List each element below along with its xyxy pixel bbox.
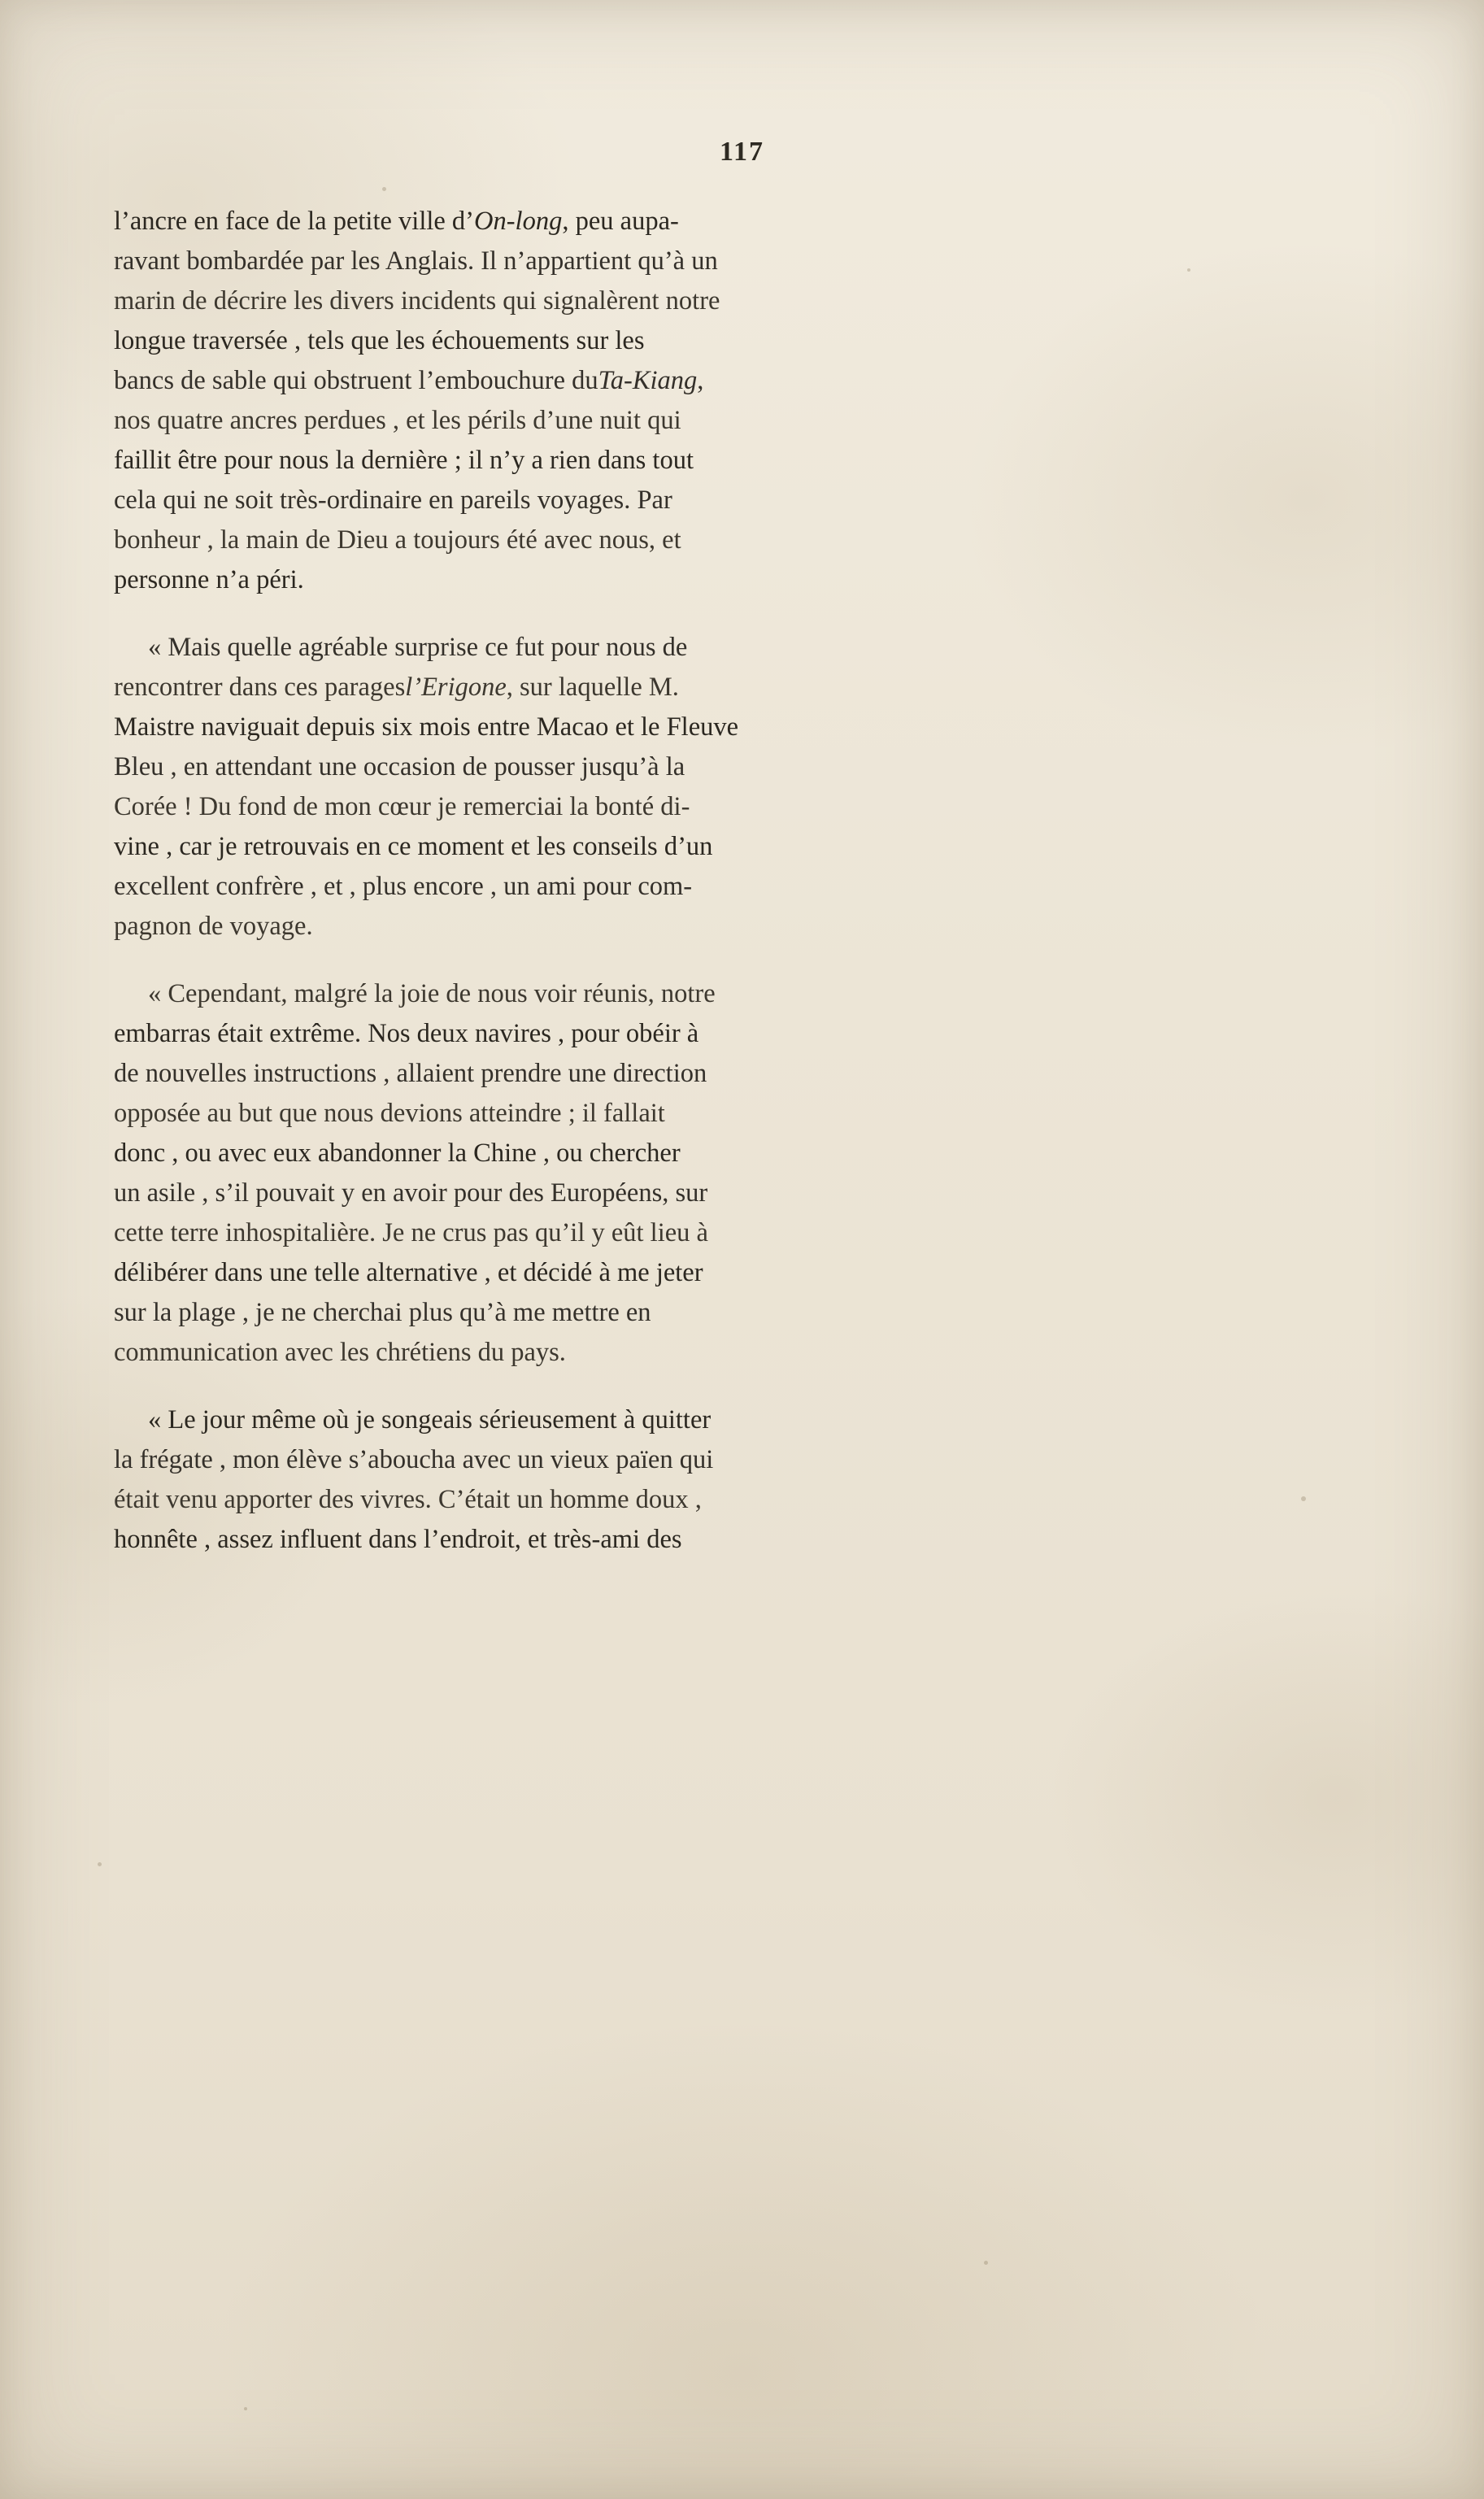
italic-run: l’Erigone [405,673,507,702]
page-number: 117 [719,137,765,167]
text-run: nos quatre ancres perdues , et les périls d’une nuit qui [114,406,681,435]
text-line [114,1253,1179,1293]
page-text-body [114,202,1179,1587]
text-line [114,867,1179,907]
text-line [114,1094,1179,1134]
text-line [114,242,1179,281]
text-line [114,1293,1179,1333]
text-run: l’ancre en face de la petite ville d’ [114,207,475,236]
text-line [114,1173,1179,1213]
text-run: longue traversée , tels que les échouements sur les [114,326,645,355]
text-line [114,1333,1179,1373]
text-line [114,827,1179,867]
paragraph [114,628,1179,947]
text-line [114,668,1179,707]
text-line [114,707,1179,747]
text-run: cette terre inhospitalière. Je ne crus pas qu’il y eût lieu à [114,1218,708,1247]
text-line [114,747,1179,787]
text-run: donc , ou avec eux abandonner la Chine , ou chercher [114,1138,681,1168]
paper-speck [1301,1496,1306,1501]
italic-run: Ta-Kiang [598,366,698,395]
paper-speck [244,2407,247,2410]
text-line [114,907,1179,947]
text-line [114,1054,1179,1094]
text-run: honnête , assez influent dans l’endroit, et très-ami des [114,1525,682,1554]
paper-speck [98,1862,102,1866]
paragraph [114,974,1179,1373]
text-run: opposée au but que nous devions atteindre ; il fallait [114,1099,665,1128]
text-line [114,321,1179,361]
text-line [114,1014,1179,1054]
text-run: sur la plage , je ne cherchai plus qu’à me mettre en [114,1298,651,1327]
text-run: faillit être pour nous la dernière ; il n’y a rien dans tout [114,446,694,475]
paper-speck [382,187,386,191]
text-run: la frégate , mon élève s’aboucha avec un vieux païen qui [114,1445,714,1474]
paragraph [114,1400,1179,1560]
text-run: Corée ! Du fond de mon cœur je remerciai la bonté di- [114,792,690,821]
text-run: était venu apporter des vivres. C’était un homme doux , [114,1485,702,1514]
text-line [114,1134,1179,1173]
text-run: ravant bombardée par les Anglais. Il n’appartient qu’à un [114,246,718,276]
paragraph [114,202,1179,600]
text-run: « Cependant, malgré la joie de nous voir réunis, notre [148,979,716,1008]
text-line [114,361,1179,401]
text-run: de nouvelles instructions , allaient prendre une direction [114,1059,707,1088]
text-line [114,1520,1179,1560]
italic-run: On-long [474,207,563,236]
text-line [114,974,1179,1014]
text-run: « Mais quelle agréable surprise ce fut pour nous de [148,633,688,662]
text-run: Bleu , en attendant une occasion de pousser jusqu’à la [114,752,685,781]
text-run: rencontrer dans ces parages [114,673,406,702]
text-line [114,1213,1179,1253]
text-line [114,281,1179,321]
text-line [114,401,1179,441]
text-run: , sur laquelle M. [506,673,679,702]
text-run: embarras était extrême. Nos deux navires , pour obéir à [114,1019,699,1048]
text-line [114,520,1179,560]
text-line [114,560,1179,600]
text-line [114,441,1179,481]
text-run: personne n’a péri. [114,565,304,594]
text-line [114,481,1179,520]
text-run: pagnon de voyage. [114,912,313,941]
text-run: cela qui ne soit très-ordinaire en pareils voyages. Par [114,485,672,515]
text-line [114,1480,1179,1520]
text-line [114,1440,1179,1480]
text-run: bonheur , la main de Dieu a toujours été avec nous, et [114,525,681,555]
text-line [114,1400,1179,1440]
text-run: marin de décrire les divers incidents qui signalèrent notre [114,286,720,316]
paper-speck [984,2261,988,2265]
text-run: Maistre naviguait depuis six mois entre Macao et le Fleuve [114,712,739,742]
text-line [114,628,1179,668]
text-line [114,787,1179,827]
text-run: « Le jour même où je songeais sérieusement à quitter [148,1405,712,1435]
text-run: délibérer dans une telle alternative , et décidé à me jeter [114,1258,703,1287]
paper-speck [1187,268,1190,272]
text-run: excellent confrère , et , plus encore , un ami pour com- [114,872,693,901]
text-run: vine , car je retrouvais en ce moment et les conseils d’un [114,832,713,861]
text-line [114,202,1179,242]
text-run: un asile , s’il pouvait y en avoir pour des Européens, sur [114,1178,708,1208]
text-run: communication avec les chrétiens du pays. [114,1338,566,1367]
text-run: , peu aupa- [562,207,679,236]
text-run: , [697,366,704,395]
text-run: bancs de sable qui obstruent l’embouchure du [114,366,598,395]
